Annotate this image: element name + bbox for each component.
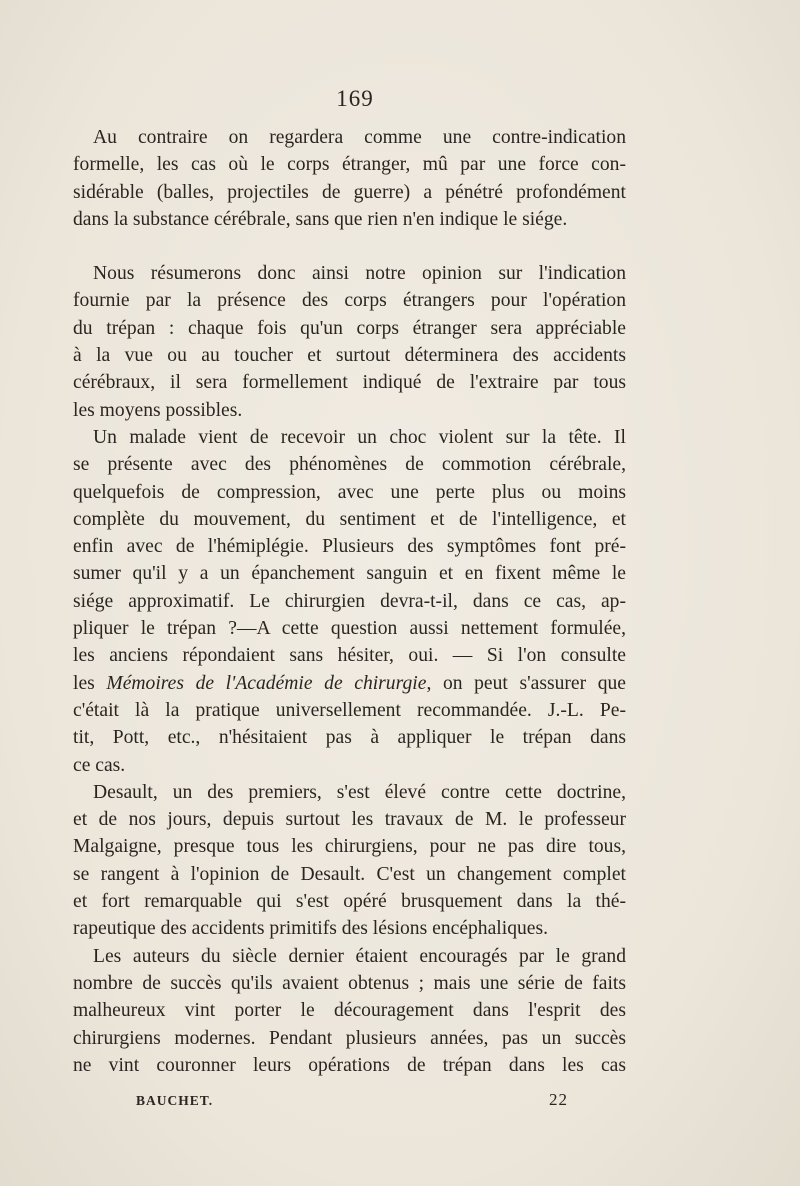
text-line-with-italic [73,670,626,697]
text-line: Un malade vient de recevoir un choc violent sur la tête. Il [93,426,626,448]
text-line: Les auteurs du siècle dernier étaient encouragés par le grand [93,945,626,967]
text-line: Malgaigne, presque tous les chirurgiens, pour ne pas dire tous, [73,836,626,858]
printer-signature: BAUCHET. [136,1093,214,1108]
text-line: sidérable (balles, projectiles de guerre) a pénétré profondément [73,181,626,203]
text-line: rapeutique des accidents primitifs des lésions encéphaliques. [73,918,549,940]
text-line: et fort remarquable qui s'est opéré brusquement dans la thé- [73,891,626,913]
text-line: tit, Pott, etc., n'hésitaient pas à appliquer le trépan dans [73,727,626,749]
text-line: siége approximatif. Le chirurgien devra-t-il, dans ce cas, ap- [73,590,626,612]
text-line: nombre de succès qu'ils avaient obtenus ; mais une série de faits [73,972,626,994]
paragraph-4 [73,779,626,943]
text-line: chirurgiens modernes. Pendant plusieurs années, pas un succès [73,1027,626,1049]
text-line: dans la substance cérébrale, sans que rien n'en indique le siége. [73,208,568,230]
text-line: cérébraux, il sera formellement indiqué de l'extraire par tous [73,372,626,394]
paragraph-3 [73,424,626,779]
text-line: complète du mouvement, du sentiment et de l'intelligence, et [73,508,626,530]
body-text [73,124,626,1079]
text-line: enfin avec de l'hémiplégie. Plusieurs des symptômes font pré- [73,536,626,558]
page-number: 169 [336,86,374,111]
paragraph-1 [73,124,626,233]
text-line: c'était là la pratique universellement recommandée. J.-L. Pe- [73,699,626,721]
text-line: à la vue ou au toucher et surtout déterminera des accidents [73,345,626,367]
paragraph-5 [73,943,626,1079]
text-fragment: , on peut s'assurer que [426,672,626,694]
text-line: formelle, les cas où le corps étranger, mû par une force con- [73,154,626,176]
text-line: ce cas. [73,754,126,776]
text-fragment: les [73,672,107,694]
text-line: ne vint couronner leurs opérations de trépan dans les cas [73,1054,626,1076]
italic-title: Mémoires de l'Académie de chirurgie [106,672,427,694]
text-line: fournie par la présence des corps étrangers pour l'opération [73,290,626,312]
text-line: se présente avec des phénomènes de commotion cérébrale, [73,454,626,476]
text-line: les moyens possibles. [73,399,243,421]
text-line: quelquefois de compression, avec une perte plus ou moins [73,481,626,503]
signature-number: 22 [549,1090,568,1109]
text-line: et de nos jours, depuis surtout les travaux de M. le professeur [73,809,626,831]
text-line: les anciens répondaient sans hésiter, oui. — Si l'on consulte [73,645,626,667]
text-line: sumer qu'il y a un épanchement sanguin et en fixent même le [73,563,626,585]
text-line: Nous résumerons donc ainsi notre opinion sur l'indication [93,263,626,285]
paragraph-2 [73,260,626,424]
text-line: malheureux vint porter le découragement dans l'esprit des [73,1000,626,1022]
text-line: pliquer le trépan ?—A cette question aussi nettement formulée, [73,618,626,640]
text-line: se rangent à l'opinion de Desault. C'est un changement complet [73,863,626,885]
text-line: du trépan : chaque fois qu'un corps étranger sera appréciable [73,317,626,339]
text-line: Desault, un des premiers, s'est élevé contre cette doctrine, [93,781,626,803]
text-line: Au contraire on regardera comme une contre-indication [93,127,626,148]
